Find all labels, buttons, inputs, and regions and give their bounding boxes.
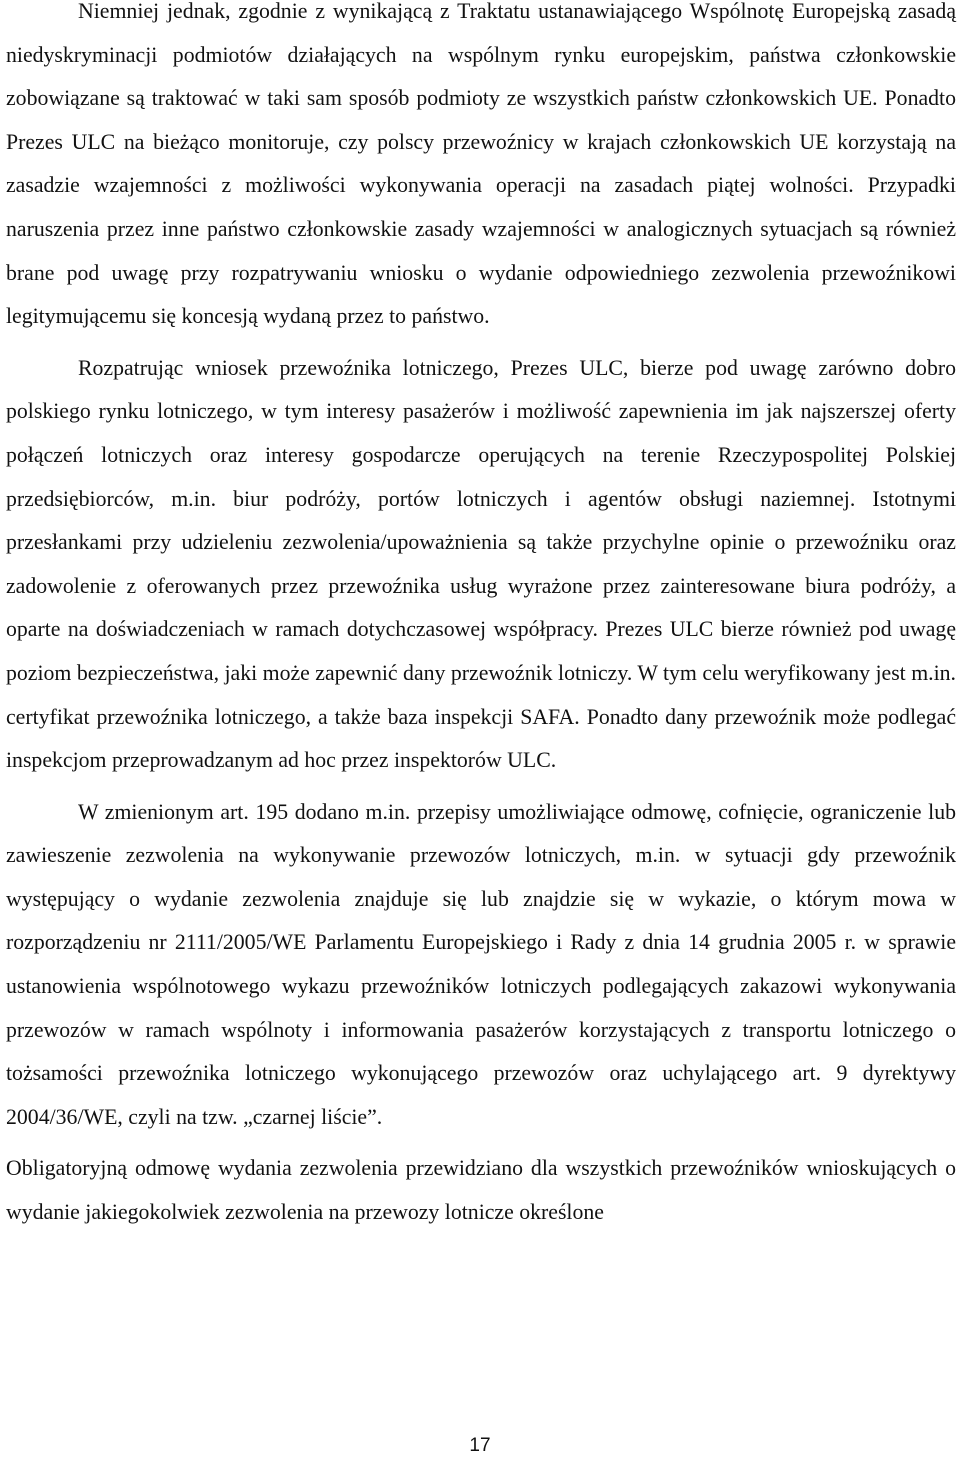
paragraph-article-195: W zmienionym art. 195 dodano m.in. przepisy umożliwiające odmowę, cofnięcie, ograniczenie lub zawieszenie zezwolenia na wykonywanie przewozów lotniczych, m.in. w sytuacji gdy przewoźnik występujący o wydanie zezwolenia znajduje się lub znajdzie się w wykazie, o którym mowa w rozporządzeniu nr 2111/2005/WE Parlamentu Europejskiego i Rady z dnia 14 grudnia 2005 r. w sprawie ustanowienia wspólnotowego wykazu przewoźników lotniczych podlegających zakazowi wykonywania przewozów w ramach wspólnoty i informowania pasażerów korzystających z transportu lotniczego o tożsamości przewoźnika lotniczego wykonującego przewozów oraz uchylającego art. 9 dyrektywy 2004/36/WE, czyli na tzw. „czarnej liście”. [6, 799, 956, 1129]
page-number: 17 [469, 1435, 491, 1456]
paragraph-application-review: Rozpatrując wniosek przewoźnika lotniczego, Prezes ULC, bierze pod uwagę zarówno dobro polskiego rynku lotniczego, w tym interesy pasażerów i możliwość zapewnienia im jak najszerszej oferty połączeń lotniczych oraz interesy gospodarcze operujących na terenie Rzeczypospolitej Polskiej przedsiębiorców, m.in. biur podróży, portów lotniczych i agentów obsługi naziemnej. Istotnymi przesłankami przy udzieleniu zezwolenia/upoważnienia są także przychylne opinie o przewoźniku oraz zadowolenie z oferowanych przez przewoźnika usług wyrażone przez zainteresowane biura podróży, a oparte na doświadczeniach w ramach dotychczasowej współpracy. Prezes ULC bierze również pod uwagę poziom bezpieczeństwa, jaki może zapewnić dany przewoźnik lotniczy. W tym celu weryfikowany jest m.in. certyfikat przewoźnika lotniczego, a także baza inspekcji SAFA. Ponadto dany przewoźnik może podlegać inspekcjom przeprowadzanym ad hoc przez inspektorów ULC. [6, 355, 956, 773]
paragraph-nondiscrimination: Niemniej jednak, zgodnie z wynikającą z Traktatu ustanawiającego Wspólnotę Europejską zasadą niedyskryminacji podmiotów działających na wspólnym rynku europejskim, państwa członkowskie zobowiązane są traktować w taki sam sposób podmioty ze wszystkich państw członkowskich UE. Ponadto Prezes ULC na bieżąco monitoruje, czy polscy przewoźnicy w krajach członkowskich UE korzystają na zasadzie wzajemności z możliwości wykonywania operacji na zasadach piątej wolności. Przypadki naruszenia przez inne państwo członkowskie zasady wzajemności w analogicznych sytuacjach są również brane pod uwagę przy rozpatrywaniu wniosku o wydanie odpowiedniego zezwolenia przewoźnikowi legitymującemu się koncesją wydaną przez to państwo. [6, 0, 956, 329]
paragraph-mandatory-refusal: Obligatoryjną odmowę wydania zezwolenia przewidziano dla wszystkich przewoźników wnioskujących o wydanie jakiegokolwiek zezwolenia na przewozy lotnicze określone [6, 1156, 956, 1225]
document-body [6, 0, 956, 1235]
